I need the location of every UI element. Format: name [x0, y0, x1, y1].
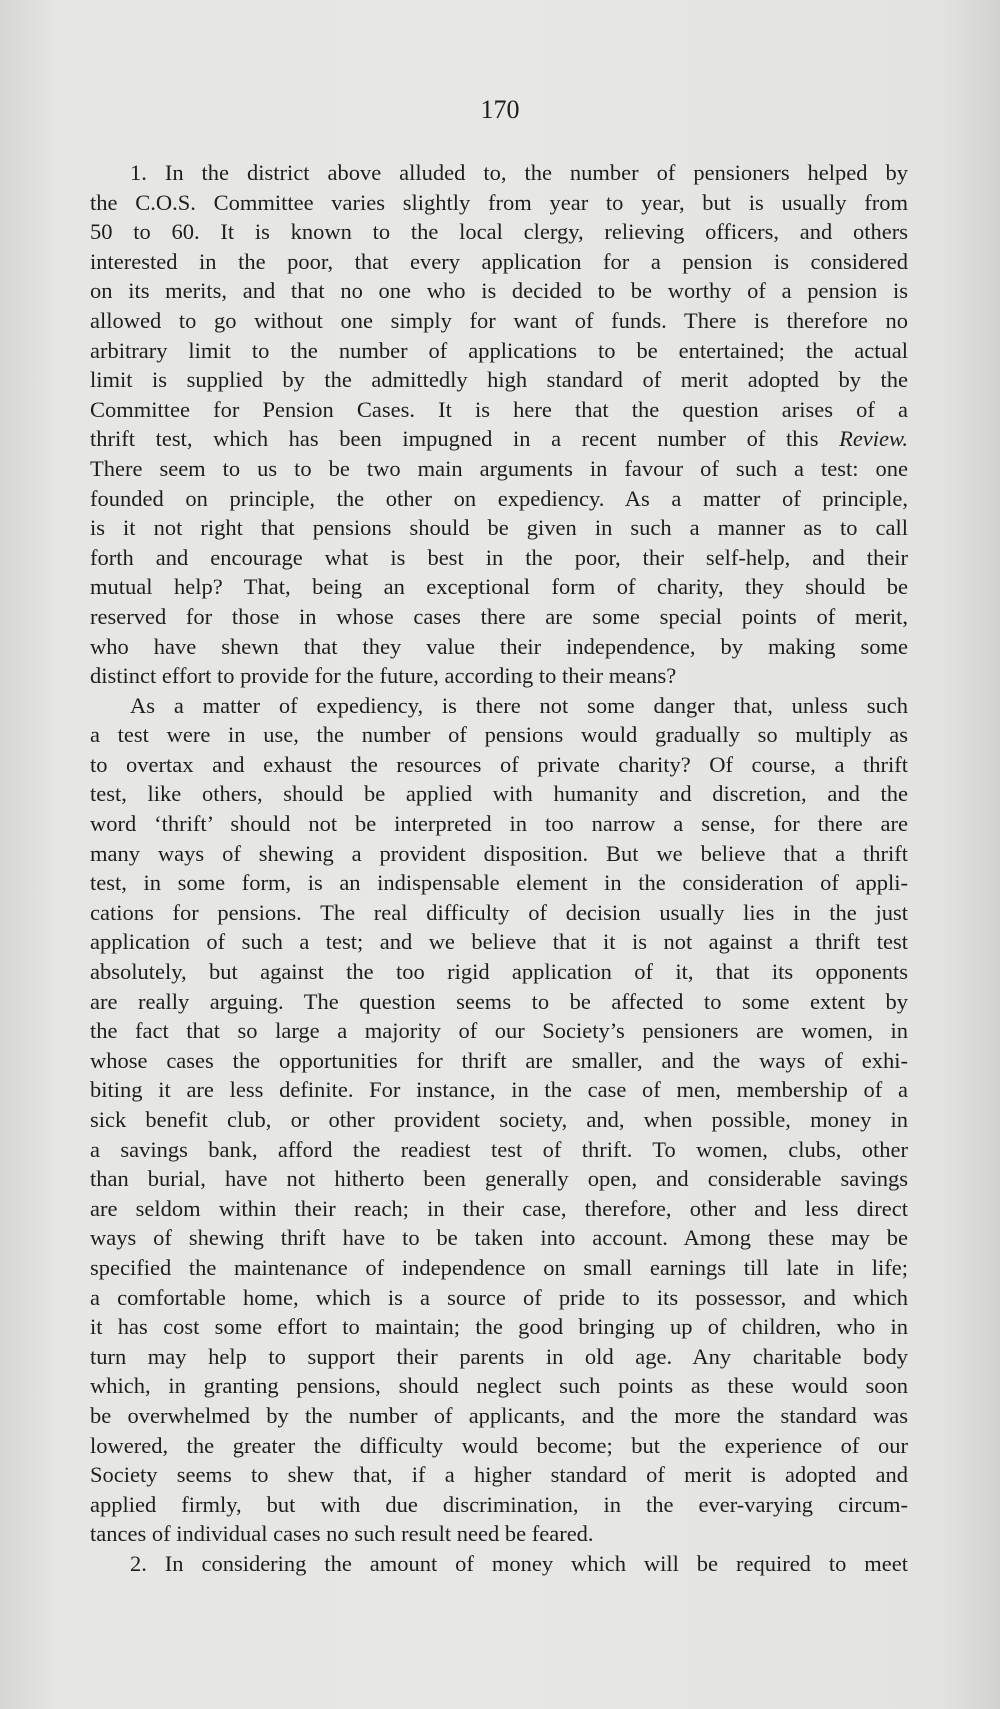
text-line: specified the maintenance of independence on small earnings till late in life; [90, 1254, 908, 1280]
text-line: reserved for those in whose cases there are some special points of merit, [90, 603, 908, 629]
paragraph [90, 691, 908, 1549]
text-line: turn may help to support their parents in old age. Any charitable body [90, 1343, 908, 1369]
italic-word: Review. [839, 426, 908, 452]
text-line: the fact that so large a majority of our Society’s pensioners are women, in [90, 1018, 908, 1044]
text-line: be overwhelmed by the number of applicants, and the more the standard was [90, 1402, 908, 1428]
text-line: test, in some form, is an indispensable element in the consideration of appli- [90, 870, 908, 896]
text-line: sick benefit club, or other provident society, and, when possible, money in [90, 1107, 908, 1132]
text-line: a savings bank, afford the readiest test of thrift. To women, clubs, other [90, 1136, 908, 1162]
page-number: 170 [480, 95, 520, 124]
text-line: limit is supplied by the admittedly high standard of merit adopted by the [90, 367, 908, 393]
text-line: founded on principle, the other on expediency. As a matter of principle, [90, 485, 908, 511]
text-line: are really arguing. The question seems to be affected to some extent by [90, 988, 908, 1014]
paragraph [90, 158, 908, 691]
text-line: Committee for Pension Cases. It is here that the question arises of a [90, 396, 908, 422]
text-line: are seldom within their reach; in their case, therefore, other and less direct [90, 1195, 908, 1221]
text-line: interested in the poor, that every application for a pension is considered [90, 248, 908, 274]
text-line: word ‘thrift’ should not be interpreted in too narrow a sense, for there are [90, 811, 908, 837]
body-text [90, 158, 908, 1579]
text-line: 1. In the district above alluded to, the number of pensioners helped by [130, 160, 908, 185]
text-line: test, like others, should be applied with humanity and discretion, and the [90, 781, 908, 807]
text-line: a comfortable home, which is a source of pride to its possessor, and which [90, 1284, 908, 1310]
text-line: tances of individual cases no such result need be feared. [90, 1521, 594, 1547]
text-line: ways of shewing thrift have to be taken into account. Among these may be [90, 1225, 908, 1251]
text-line: lowered, the greater the difficulty would become; but the experience of our [90, 1432, 908, 1458]
text-line: on its merits, and that no one who is decided to be worthy of a pension is [90, 278, 908, 304]
text-line: allowed to go without one simply for want of funds. There is therefore no [90, 307, 908, 333]
text-line: As a matter of expediency, is there not some danger that, unless such [130, 692, 908, 718]
text-line: 2. In considering the amount of money which will be required to meet [130, 1550, 908, 1576]
text-line: Society seems to shew that, if a higher standard of merit is adopted and [90, 1462, 908, 1488]
text-line: absolutely, but against the too rigid application of it, that its opponents [90, 959, 908, 985]
text-line: which, in granting pensions, should neglect such points as these would soon [90, 1373, 908, 1399]
text-line: biting it are less definite. For instance, in the case of men, membership of a [90, 1077, 908, 1103]
text-line: arbitrary limit to the number of applications to be entertained; the actual [90, 337, 908, 363]
text-line: the C.O.S. Committee varies slightly from year to year, but is usually from [90, 189, 908, 215]
text-line: mutual help? That, being an exceptional form of charity, they should be [90, 574, 908, 600]
text-line: cations for pensions. The real difficulty of decision usually lies in the just [90, 899, 908, 925]
text-line: who have shewn that they value their independence, by making some [90, 633, 908, 659]
text-line: to overtax and exhaust the resources of private charity? Of course, a thrift [90, 751, 908, 777]
text-line: thrift test, which has been impugned in a recent number of this Review. [90, 426, 908, 452]
text-line: application of such a test; and we believe that it is not against a thrift test [90, 929, 908, 955]
text-line: There seem to us to be two main arguments in favour of such a test: one [90, 455, 908, 481]
text-line: forth and encourage what is best in the poor, their self-help, and their [90, 544, 908, 570]
text-line: 50 to 60. It is known to the local clergy, relieving officers, and others [90, 219, 908, 245]
text-line: a test were in use, the number of pensions would gradually so multiply as [90, 722, 908, 748]
text-line: many ways of shewing a provident disposition. But we believe that a thrift [90, 840, 908, 866]
paragraph [90, 1549, 908, 1579]
text-line: applied firmly, but with due discrimination, in the ever-varying circum- [90, 1491, 908, 1517]
text-line: is it not right that pensions should be given in such a manner as to call [90, 515, 908, 541]
text-line: whose cases the opportunities for thrift are smaller, and the ways of exhi- [90, 1047, 908, 1073]
text-line: than burial, have not hitherto been generally open, and considerable savings [90, 1166, 908, 1192]
text-line: distinct effort to provide for the future, according to their means? [90, 663, 677, 689]
text-line: it has cost some effort to maintain; the good bringing up of children, who in [90, 1314, 908, 1340]
